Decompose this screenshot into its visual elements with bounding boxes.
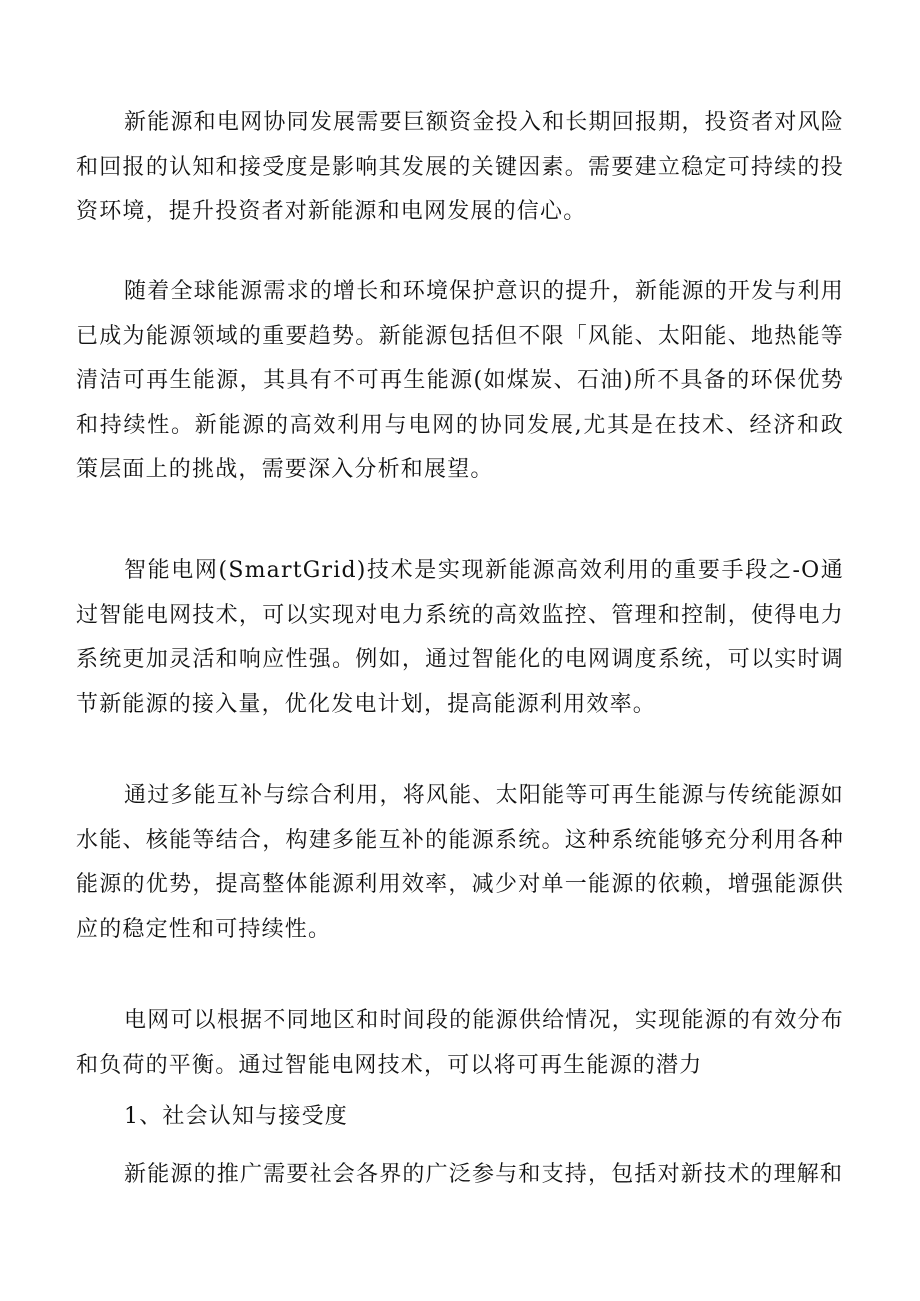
section-heading: 1、社会认知与接受度 <box>124 1104 348 1129</box>
paragraph-smart-grid: 智能电网(SmartGrid)技术是实现新能源高效利用的重要手段之-O通过智能电网技术，可以实现对电力系统的高效监控、管理和控制，使得电力系统更加灵活和响应性强。例如，通过智能化的电网调度系统，可以实时调节新能源的接入量，优化发电计划，提高能源利用效率。 <box>76 558 844 717</box>
paragraph-grid-balance: 电网可以根据不同地区和时间段的能源供给情况，实现能源的有效分布和负荷的平衡。通过智能电网技术，可以将可再生能源的潜力 <box>76 1008 844 1078</box>
paragraph-new-energy-trend: 随着全球能源需求的增长和环境保护意识的提升，新能源的开发与利用已成为能源领域的重要趋势。新能源包括但不限「风能、太阳能、地热能等清洁可再生能源，其具有不可再生能源(如煤炭、石油)所不具备的环保优势和持续性。新能源的高效利用与电网的协同发展,尤其是在技术、经济和政策层面上的挑战，需要深入分析和展望。 <box>76 279 844 483</box>
paragraph-social-acceptance: 新能源的推广需要社会各界的广泛参与和支持，包括对新技术的理解和 <box>124 1162 844 1187</box>
paragraph-investment: 新能源和电网协同发展需要巨额资金投入和长期回报期，投资者对风险和回报的认知和接受度是影响其发展的关键因素。需要建立稳定可持续的投资环境，提升投资者对新能源和电网发展的信心。 <box>76 110 844 225</box>
paragraph-multi-energy: 通过多能互补与综合利用，将风能、太阳能等可再生能源与传统能源如水能、核能等结合，构建多能互补的能源系统。这种系统能够充分利用各种能源的优势，提高整体能源利用效率，减少对单一能源的依赖，增强能源供应的稳定性和可持续性。 <box>76 783 844 942</box>
